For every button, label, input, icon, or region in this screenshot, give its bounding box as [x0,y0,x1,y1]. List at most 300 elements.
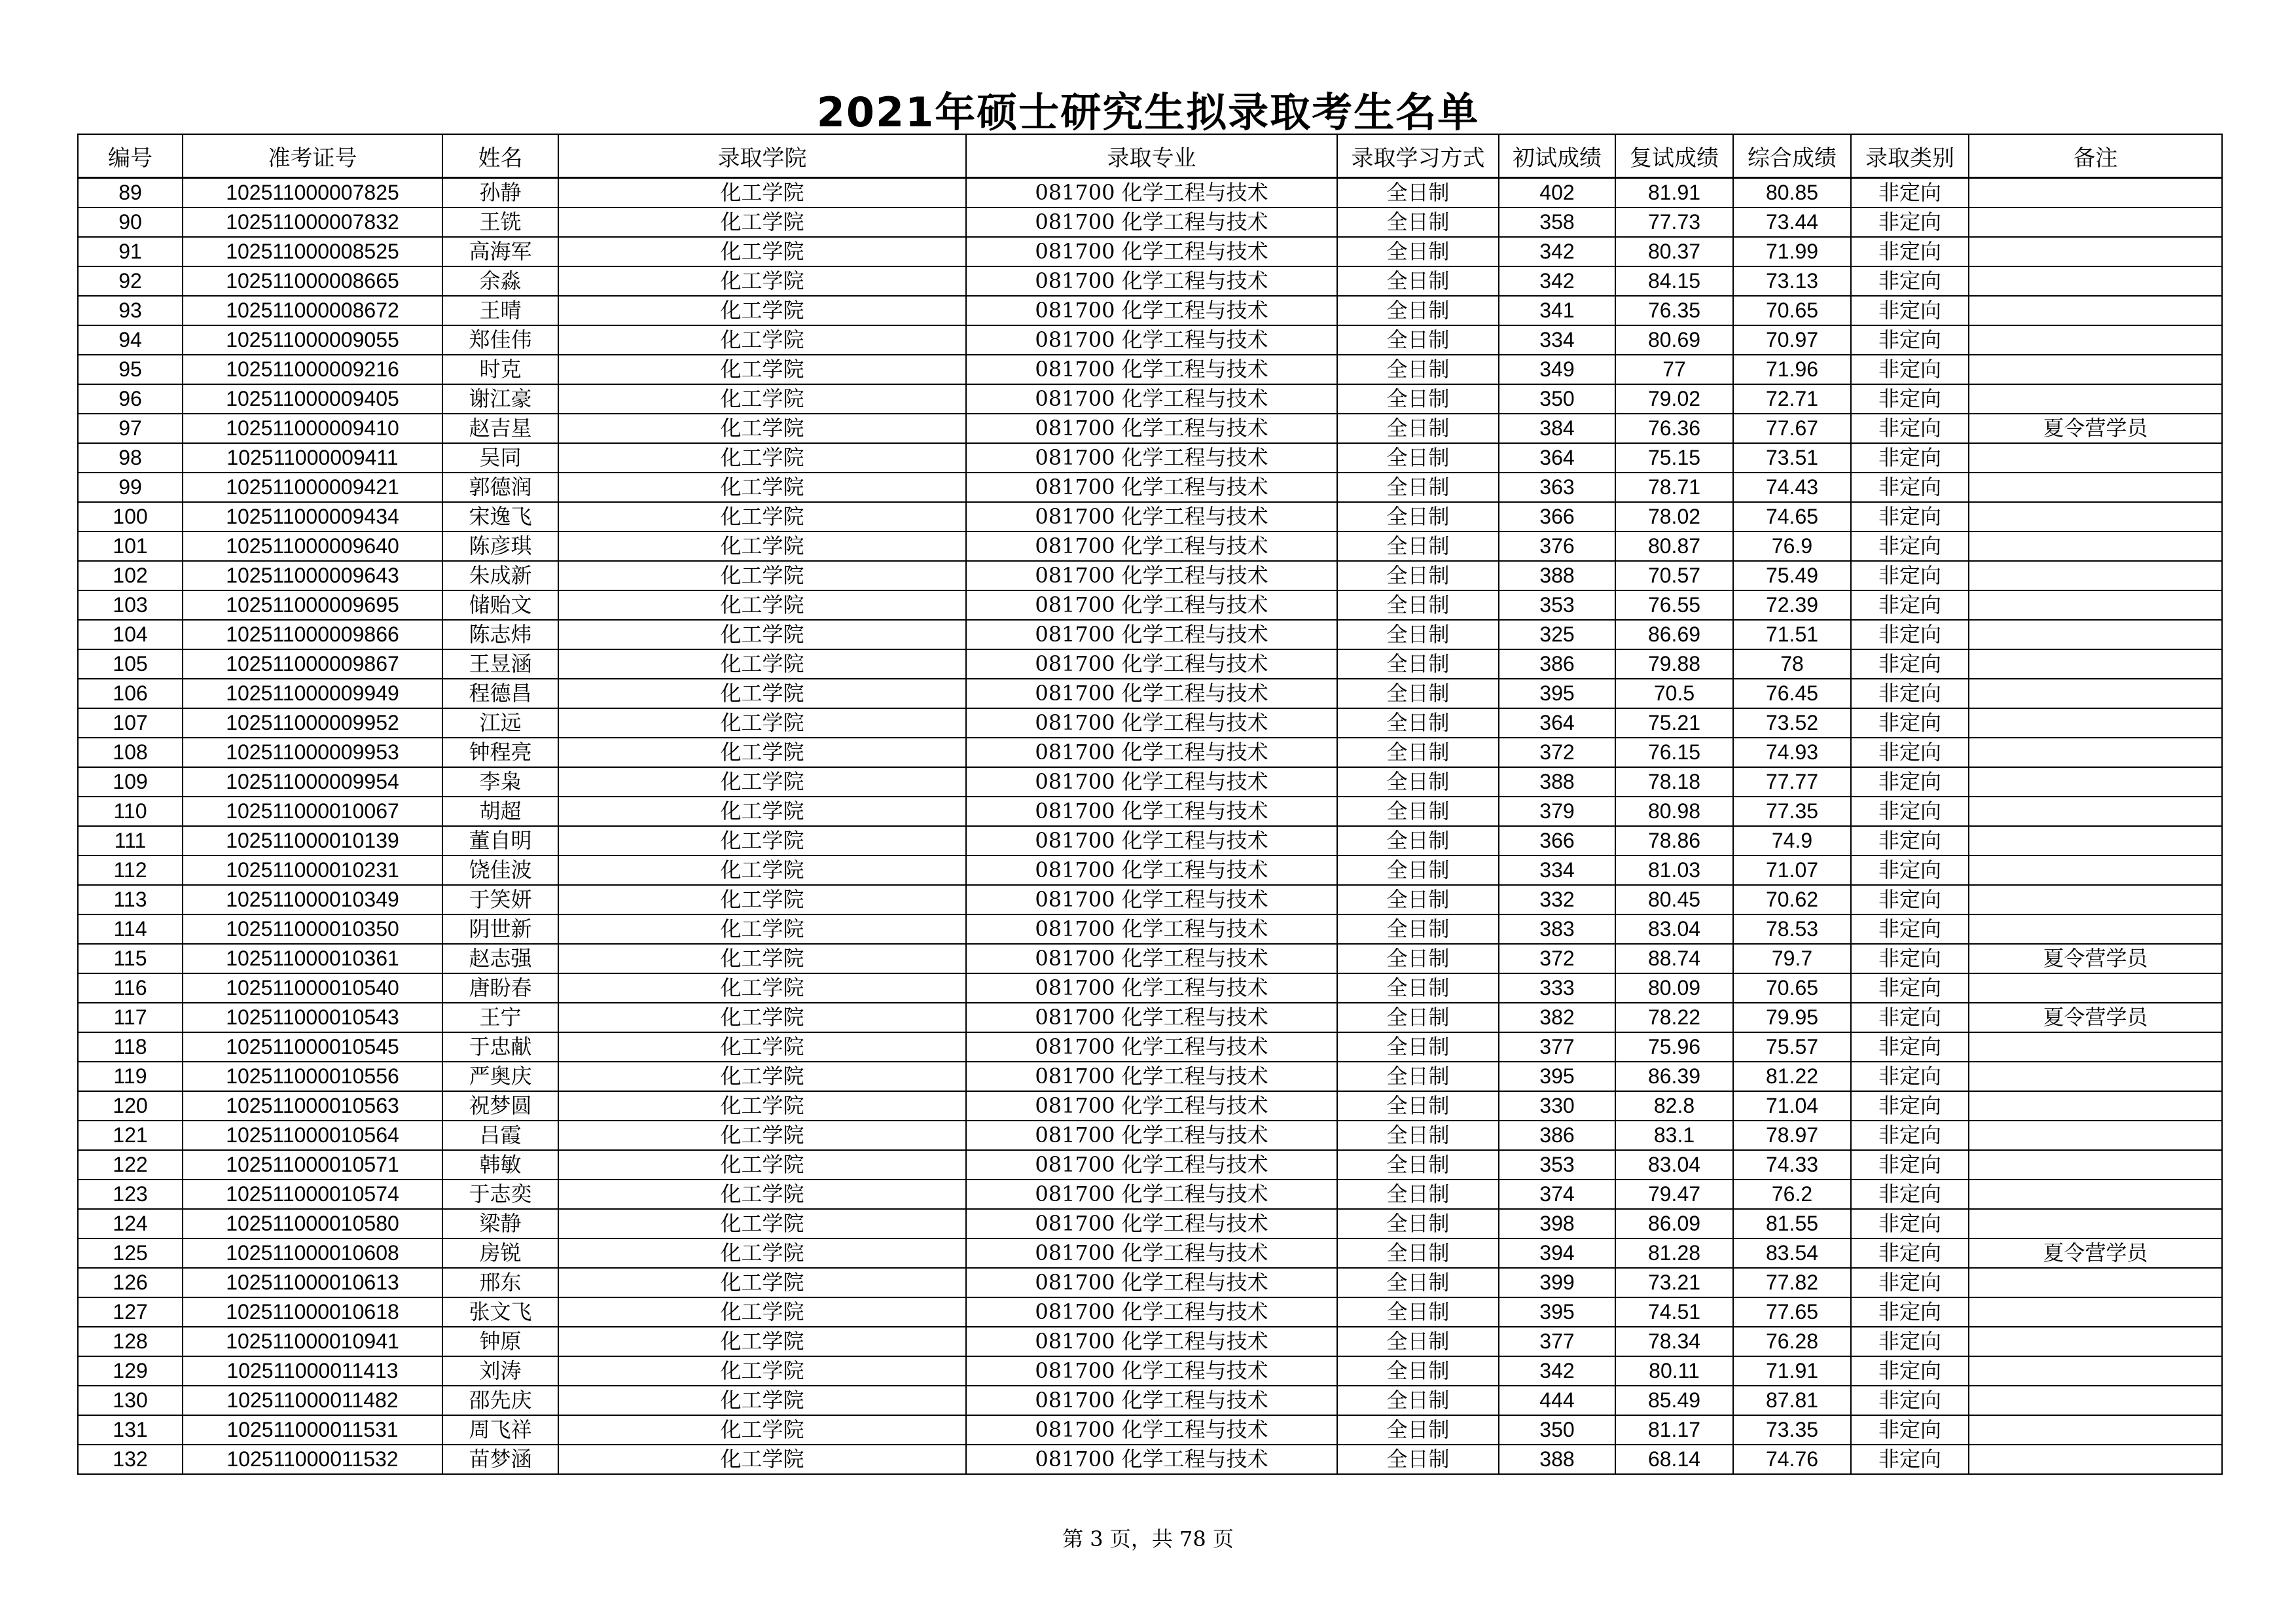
cell-retest-score: 82.8 [1615,1091,1733,1121]
cell-major: 081700 化学工程与技术 [966,649,1337,679]
cell-college: 化工学院 [558,1268,966,1297]
cell-prelim-score: 395 [1499,1297,1615,1327]
table-row [78,708,2222,738]
col-header-prelim-score: 初试成绩 [1499,134,1615,178]
table-row [78,532,2222,561]
cell-total-score: 76.2 [1733,1180,1851,1209]
cell-retest-score: 80.45 [1615,885,1733,914]
cell-id: 103 [78,590,183,620]
table-row [78,1297,2222,1327]
cell-category: 非定向 [1851,178,1969,208]
cell-category: 非定向 [1851,1180,1969,1209]
cell-major: 081700 化学工程与技术 [966,1209,1337,1238]
cell-college: 化工学院 [558,325,966,355]
cell-name: 阴世新 [442,914,558,944]
cell-exam-number: 102511000009411 [183,443,442,473]
cell-exam-number: 102511000010580 [183,1209,442,1238]
cell-exam-number: 102511000009405 [183,384,442,414]
cell-remarks [1969,208,2222,237]
cell-name: 王铣 [442,208,558,237]
col-header-exam-number: 准考证号 [183,134,442,178]
cell-total-score: 76.9 [1733,532,1851,561]
cell-category: 非定向 [1851,1150,1969,1180]
cell-id: 107 [78,708,183,738]
cell-retest-score: 70.57 [1615,561,1733,590]
cell-major: 081700 化学工程与技术 [966,355,1337,384]
cell-category: 非定向 [1851,561,1969,590]
cell-category: 非定向 [1851,208,1969,237]
cell-prelim-score: 334 [1499,325,1615,355]
cell-retest-score: 79.02 [1615,384,1733,414]
cell-study-mode: 全日制 [1337,473,1499,502]
cell-id: 89 [78,178,183,208]
cell-retest-score: 80.98 [1615,797,1733,826]
col-header-name: 姓名 [442,134,558,178]
cell-retest-score: 75.96 [1615,1032,1733,1062]
cell-category: 非定向 [1851,1209,1969,1238]
cell-prelim-score: 333 [1499,973,1615,1003]
cell-retest-score: 83.1 [1615,1121,1733,1150]
cell-name: 张文飞 [442,1297,558,1327]
cell-prelim-score: 399 [1499,1268,1615,1297]
col-header-remarks: 备注 [1969,134,2222,178]
cell-category: 非定向 [1851,1297,1969,1327]
cell-college: 化工学院 [558,1327,966,1356]
table-row [78,1062,2222,1091]
table-row [78,1445,2222,1474]
table-row [78,325,2222,355]
cell-study-mode: 全日制 [1337,1062,1499,1091]
cell-study-mode: 全日制 [1337,1268,1499,1297]
cell-exam-number: 102511000010563 [183,1091,442,1121]
cell-retest-score: 79.47 [1615,1180,1733,1209]
cell-exam-number: 102511000010540 [183,973,442,1003]
cell-exam-number: 102511000010571 [183,1150,442,1180]
cell-major: 081700 化学工程与技术 [966,679,1337,708]
cell-remarks [1969,266,2222,296]
cell-total-score: 72.39 [1733,590,1851,620]
cell-total-score: 70.65 [1733,973,1851,1003]
cell-remarks [1969,1327,2222,1356]
cell-name: 刘涛 [442,1356,558,1386]
cell-retest-score: 83.04 [1615,1150,1733,1180]
cell-remarks [1969,590,2222,620]
cell-remarks [1969,914,2222,944]
table-row [78,856,2222,885]
cell-college: 化工学院 [558,797,966,826]
cell-major: 081700 化学工程与技术 [966,856,1337,885]
cell-prelim-score: 350 [1499,384,1615,414]
cell-id: 99 [78,473,183,502]
cell-exam-number: 102511000010564 [183,1121,442,1150]
cell-name: 祝梦圆 [442,1091,558,1121]
cell-id: 129 [78,1356,183,1386]
cell-category: 非定向 [1851,1091,1969,1121]
cell-study-mode: 全日制 [1337,1180,1499,1209]
cell-exam-number: 102511000010349 [183,885,442,914]
cell-id: 115 [78,944,183,973]
cell-prelim-score: 402 [1499,178,1615,208]
cell-retest-score: 86.69 [1615,620,1733,649]
cell-major: 081700 化学工程与技术 [966,944,1337,973]
cell-id: 119 [78,1062,183,1091]
cell-college: 化工学院 [558,208,966,237]
cell-retest-score: 80.11 [1615,1356,1733,1386]
cell-major: 081700 化学工程与技术 [966,620,1337,649]
cell-total-score: 73.51 [1733,443,1851,473]
cell-retest-score: 88.74 [1615,944,1733,973]
table-row [78,502,2222,532]
cell-category: 非定向 [1851,973,1969,1003]
cell-exam-number: 102511000010574 [183,1180,442,1209]
cell-total-score: 77.35 [1733,797,1851,826]
cell-total-score: 81.22 [1733,1062,1851,1091]
cell-name: 时克 [442,355,558,384]
cell-major: 081700 化学工程与技术 [966,973,1337,1003]
cell-id: 102 [78,561,183,590]
cell-total-score: 73.35 [1733,1415,1851,1445]
cell-total-score: 74.93 [1733,738,1851,767]
cell-total-score: 71.91 [1733,1356,1851,1386]
cell-college: 化工学院 [558,649,966,679]
cell-total-score: 77.82 [1733,1268,1851,1297]
cell-total-score: 75.57 [1733,1032,1851,1062]
cell-name: 吴同 [442,443,558,473]
cell-major: 081700 化学工程与技术 [966,473,1337,502]
cell-study-mode: 全日制 [1337,208,1499,237]
cell-name: 邵先庆 [442,1386,558,1415]
cell-college: 化工学院 [558,590,966,620]
cell-retest-score: 86.09 [1615,1209,1733,1238]
cell-name: 吕霞 [442,1121,558,1150]
cell-id: 101 [78,532,183,561]
cell-name: 房锐 [442,1238,558,1268]
col-header-id: 编号 [78,134,183,178]
cell-retest-score: 80.87 [1615,532,1733,561]
cell-major: 081700 化学工程与技术 [966,237,1337,266]
cell-category: 非定向 [1851,856,1969,885]
cell-major: 081700 化学工程与技术 [966,1238,1337,1268]
cell-prelim-score: 330 [1499,1091,1615,1121]
cell-remarks [1969,1209,2222,1238]
cell-study-mode: 全日制 [1337,885,1499,914]
cell-id: 116 [78,973,183,1003]
cell-category: 非定向 [1851,708,1969,738]
cell-name: 王晴 [442,296,558,325]
cell-remarks [1969,237,2222,266]
cell-prelim-score: 374 [1499,1180,1615,1209]
cell-remarks [1969,1356,2222,1386]
cell-id: 113 [78,885,183,914]
cell-college: 化工学院 [558,679,966,708]
cell-total-score: 87.81 [1733,1386,1851,1415]
table-row [78,620,2222,649]
cell-name: 钟程亮 [442,738,558,767]
cell-remarks [1969,1415,2222,1445]
cell-remarks [1969,1386,2222,1415]
table-row [78,208,2222,237]
cell-name: 唐盼春 [442,973,558,1003]
cell-category: 非定向 [1851,944,1969,973]
cell-id: 93 [78,296,183,325]
cell-exam-number: 102511000011531 [183,1415,442,1445]
cell-remarks [1969,1297,2222,1327]
cell-major: 081700 化学工程与技术 [966,914,1337,944]
cell-prelim-score: 342 [1499,1356,1615,1386]
cell-remarks [1969,1121,2222,1150]
table-row [78,414,2222,443]
cell-total-score: 74.9 [1733,826,1851,856]
cell-total-score: 72.71 [1733,384,1851,414]
cell-exam-number: 102511000007825 [183,178,442,208]
cell-prelim-score: 342 [1499,266,1615,296]
cell-study-mode: 全日制 [1337,1032,1499,1062]
cell-prelim-score: 342 [1499,237,1615,266]
cell-prelim-score: 364 [1499,443,1615,473]
cell-college: 化工学院 [558,767,966,797]
cell-id: 104 [78,620,183,649]
cell-total-score: 71.04 [1733,1091,1851,1121]
cell-major: 081700 化学工程与技术 [966,1445,1337,1474]
cell-id: 112 [78,856,183,885]
cell-name: 孙静 [442,178,558,208]
cell-retest-score: 76.35 [1615,296,1733,325]
cell-id: 110 [78,797,183,826]
cell-total-score: 78.97 [1733,1121,1851,1150]
cell-college: 化工学院 [558,414,966,443]
cell-study-mode: 全日制 [1337,1003,1499,1032]
cell-remarks [1969,325,2222,355]
cell-prelim-score: 384 [1499,414,1615,443]
cell-id: 131 [78,1415,183,1445]
cell-category: 非定向 [1851,473,1969,502]
table-row [78,1238,2222,1268]
cell-major: 081700 化学工程与技术 [966,767,1337,797]
cell-study-mode: 全日制 [1337,590,1499,620]
cell-category: 非定向 [1851,443,1969,473]
cell-name: 王宁 [442,1003,558,1032]
cell-major: 081700 化学工程与技术 [966,797,1337,826]
cell-id: 96 [78,384,183,414]
cell-study-mode: 全日制 [1337,532,1499,561]
cell-remarks [1969,826,2222,856]
cell-name: 胡超 [442,797,558,826]
cell-study-mode: 全日制 [1337,797,1499,826]
cell-major: 081700 化学工程与技术 [966,1327,1337,1356]
cell-remarks [1969,384,2222,414]
cell-prelim-score: 398 [1499,1209,1615,1238]
cell-id: 92 [78,266,183,296]
cell-study-mode: 全日制 [1337,1121,1499,1150]
cell-exam-number: 102511000010618 [183,1297,442,1327]
cell-exam-number: 102511000009695 [183,590,442,620]
cell-exam-number: 102511000009867 [183,649,442,679]
cell-name: 于笑妍 [442,885,558,914]
cell-major: 081700 化学工程与技术 [966,1150,1337,1180]
cell-prelim-score: 382 [1499,1003,1615,1032]
table-row [78,1121,2222,1150]
cell-name: 赵吉星 [442,414,558,443]
cell-study-mode: 全日制 [1337,1356,1499,1386]
cell-remarks [1969,797,2222,826]
cell-study-mode: 全日制 [1337,973,1499,1003]
cell-remarks [1969,1091,2222,1121]
cell-prelim-score: 377 [1499,1032,1615,1062]
cell-prelim-score: 388 [1499,1445,1615,1474]
cell-name: 陈志炜 [442,620,558,649]
cell-name: 郭德润 [442,473,558,502]
cell-remarks: 夏令营学员 [1969,944,2222,973]
cell-exam-number: 102511000009216 [183,355,442,384]
cell-remarks [1969,649,2222,679]
cell-id: 90 [78,208,183,237]
col-header-major: 录取专业 [966,134,1337,178]
cell-name: 王昱涵 [442,649,558,679]
cell-name: 陈彦琪 [442,532,558,561]
cell-exam-number: 102511000009055 [183,325,442,355]
table-body [78,178,2222,1475]
cell-major: 081700 化学工程与技术 [966,443,1337,473]
cell-exam-number: 102511000008525 [183,237,442,266]
cell-name: 周飞祥 [442,1415,558,1445]
cell-id: 120 [78,1091,183,1121]
table-row [78,384,2222,414]
cell-total-score: 77.77 [1733,767,1851,797]
cell-name: 苗梦涵 [442,1445,558,1474]
cell-prelim-score: 332 [1499,885,1615,914]
cell-exam-number: 102511000010545 [183,1032,442,1062]
cell-retest-score: 78.18 [1615,767,1733,797]
cell-major: 081700 化学工程与技术 [966,1032,1337,1062]
cell-exam-number: 102511000010556 [183,1062,442,1091]
cell-prelim-score: 349 [1499,355,1615,384]
cell-exam-number: 102511000009866 [183,620,442,649]
cell-category: 非定向 [1851,1003,1969,1032]
cell-category: 非定向 [1851,296,1969,325]
cell-exam-number: 102511000010361 [183,944,442,973]
cell-college: 化工学院 [558,296,966,325]
cell-id: 121 [78,1121,183,1150]
cell-college: 化工学院 [558,708,966,738]
cell-category: 非定向 [1851,384,1969,414]
cell-category: 非定向 [1851,1445,1969,1474]
cell-exam-number: 102511000010067 [183,797,442,826]
cell-study-mode: 全日制 [1337,561,1499,590]
cell-retest-score: 78.22 [1615,1003,1733,1032]
cell-category: 非定向 [1851,1356,1969,1386]
cell-college: 化工学院 [558,1121,966,1150]
cell-category: 非定向 [1851,767,1969,797]
cell-category: 非定向 [1851,502,1969,532]
cell-college: 化工学院 [558,973,966,1003]
cell-prelim-score: 395 [1499,679,1615,708]
cell-category: 非定向 [1851,1327,1969,1356]
cell-total-score: 73.44 [1733,208,1851,237]
cell-college: 化工学院 [558,856,966,885]
table-row [78,1091,2222,1121]
cell-total-score: 71.51 [1733,620,1851,649]
col-header-study-mode: 录取学习方式 [1337,134,1499,178]
cell-prelim-score: 334 [1499,856,1615,885]
cell-exam-number: 102511000008665 [183,266,442,296]
cell-major: 081700 化学工程与技术 [966,708,1337,738]
cell-college: 化工学院 [558,826,966,856]
cell-total-score: 76.45 [1733,679,1851,708]
cell-remarks [1969,1445,2222,1474]
cell-college: 化工学院 [558,1209,966,1238]
cell-remarks [1969,1032,2222,1062]
cell-study-mode: 全日制 [1337,1386,1499,1415]
cell-category: 非定向 [1851,620,1969,649]
cell-major: 081700 化学工程与技术 [966,1062,1337,1091]
cell-remarks [1969,856,2222,885]
cell-id: 117 [78,1003,183,1032]
cell-retest-score: 68.14 [1615,1445,1733,1474]
cell-major: 081700 化学工程与技术 [966,208,1337,237]
table-row [78,1356,2222,1386]
cell-category: 非定向 [1851,885,1969,914]
cell-college: 化工学院 [558,355,966,384]
table-row [78,237,2222,266]
cell-college: 化工学院 [558,384,966,414]
cell-name: 李枭 [442,767,558,797]
cell-remarks [1969,532,2222,561]
cell-name: 郑佳伟 [442,325,558,355]
cell-retest-score: 80.09 [1615,973,1733,1003]
cell-name: 董自明 [442,826,558,856]
table-row [78,1180,2222,1209]
cell-prelim-score: 444 [1499,1386,1615,1415]
cell-college: 化工学院 [558,1297,966,1327]
cell-retest-score: 81.91 [1615,178,1733,208]
table-row [78,590,2222,620]
cell-study-mode: 全日制 [1337,738,1499,767]
cell-remarks [1969,561,2222,590]
cell-study-mode: 全日制 [1337,1238,1499,1268]
cell-major: 081700 化学工程与技术 [966,384,1337,414]
cell-name: 赵志强 [442,944,558,973]
table-row [78,1032,2222,1062]
cell-major: 081700 化学工程与技术 [966,561,1337,590]
cell-total-score: 71.96 [1733,355,1851,384]
cell-exam-number: 102511000009952 [183,708,442,738]
cell-study-mode: 全日制 [1337,325,1499,355]
page-footer: 第 3 页，共 78 页 [1062,1526,1234,1551]
table-row [78,178,2222,208]
table-row [78,1327,2222,1356]
cell-total-score: 78 [1733,649,1851,679]
cell-name: 韩敏 [442,1150,558,1180]
cell-study-mode: 全日制 [1337,355,1499,384]
cell-remarks: 夏令营学员 [1969,1003,2222,1032]
cell-retest-score: 70.5 [1615,679,1733,708]
cell-college: 化工学院 [558,443,966,473]
cell-exam-number: 102511000011482 [183,1386,442,1415]
cell-study-mode: 全日制 [1337,1327,1499,1356]
cell-retest-score: 78.34 [1615,1327,1733,1356]
cell-study-mode: 全日制 [1337,1209,1499,1238]
cell-prelim-score: 386 [1499,1121,1615,1150]
cell-exam-number: 102511000009434 [183,502,442,532]
cell-prelim-score: 372 [1499,738,1615,767]
cell-major: 081700 化学工程与技术 [966,502,1337,532]
cell-total-score: 70.62 [1733,885,1851,914]
table-row [78,797,2222,826]
cell-exam-number: 102511000009949 [183,679,442,708]
cell-major: 081700 化学工程与技术 [966,1386,1337,1415]
cell-study-mode: 全日制 [1337,237,1499,266]
cell-study-mode: 全日制 [1337,767,1499,797]
